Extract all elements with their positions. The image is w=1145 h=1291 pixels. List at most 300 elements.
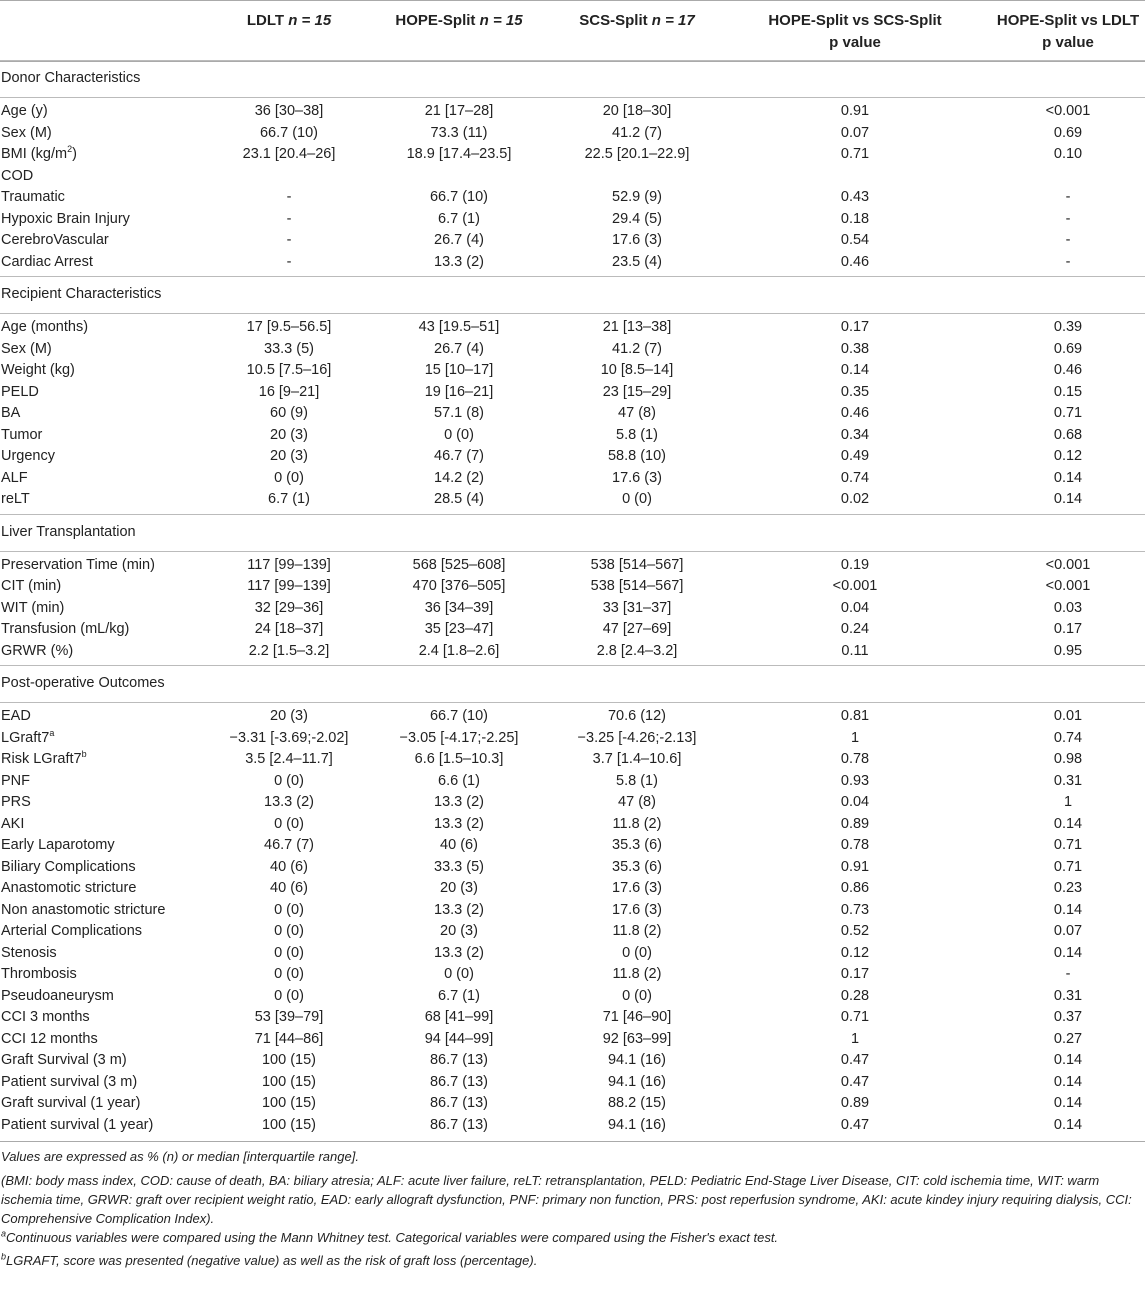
- cell-col3: 5.8 (1): [616, 773, 658, 789]
- table-row: [0, 900, 1145, 921]
- cell-col4: 0.43: [840, 189, 870, 205]
- cell-col4: 0.93: [840, 773, 870, 789]
- row-label: Urgency: [1, 448, 55, 464]
- cell-col4: 0.78: [840, 751, 870, 767]
- row-label: GRWR (%): [1, 643, 74, 659]
- cell-col3: 538 [514–567]: [590, 557, 684, 573]
- cell-col1: 0 (0): [274, 470, 304, 486]
- table-row: [0, 209, 1145, 230]
- cell-col1: 6.7 (1): [268, 491, 310, 507]
- cell-col1: 40 (6): [270, 859, 308, 875]
- table-row: [0, 446, 1145, 467]
- row-label: Pseudoaneurysm: [1, 988, 114, 1004]
- cell-col5: 0.14: [1053, 470, 1083, 486]
- cell-col3: 47 (8): [618, 794, 656, 810]
- cell-col4: 0.74: [840, 470, 870, 486]
- cell-col3: 5.8 (1): [616, 427, 658, 443]
- cell-col1: 20 (3): [270, 708, 308, 724]
- table-header: [0, 0, 1145, 62]
- row-label: Thrombosis: [1, 966, 77, 982]
- table-row: [0, 749, 1145, 770]
- cell-col2: 13.3 (2): [434, 816, 484, 832]
- cell-col4: 0.81: [840, 708, 870, 724]
- table-row: [0, 166, 1145, 187]
- header-hope-vs-scs: HOPE-Split vs SCS-Split p value: [768, 12, 942, 51]
- cell-col1: 0 (0): [274, 923, 304, 939]
- cell-col5: 0.69: [1053, 125, 1083, 141]
- cell-col5: <0.001: [1045, 103, 1091, 119]
- cell-col5: 0.27: [1053, 1031, 1083, 1047]
- cell-col2: 13.3 (2): [434, 945, 484, 961]
- cell-col5: 0.14: [1053, 1052, 1083, 1068]
- table-row: [0, 1115, 1145, 1136]
- cell-col1: 20 (3): [270, 448, 308, 464]
- table-row: [0, 964, 1145, 985]
- cell-col3: 11.8 (2): [612, 966, 662, 982]
- row-label: Non anastomotic stricture: [1, 902, 166, 918]
- cell-col5: 0.03: [1053, 600, 1083, 616]
- table-row: [0, 1093, 1145, 1114]
- cell-col1: 36 [30–38]: [254, 103, 324, 119]
- cell-col1: 100 (15): [261, 1074, 316, 1090]
- section-title: Post-operative Outcomes: [1, 675, 165, 691]
- cell-col2: 13.3 (2): [434, 254, 484, 270]
- cell-col1: 71 [44–86]: [254, 1031, 324, 1047]
- cell-col3: 47 (8): [618, 405, 656, 421]
- cell-col2: 66.7 (10): [429, 189, 489, 205]
- cell-col5: <0.001: [1045, 557, 1091, 573]
- row-label: Early Laparotomy: [1, 837, 115, 853]
- table-row: [0, 598, 1145, 619]
- cell-col5: 0.68: [1053, 427, 1083, 443]
- cell-col4: 0.91: [840, 103, 870, 119]
- row-label: ALF: [1, 470, 28, 486]
- cell-col1: 13.3 (2): [264, 794, 314, 810]
- row-label: CIT (min): [1, 578, 62, 594]
- table-row: [0, 360, 1145, 381]
- cell-col5: 0.31: [1053, 773, 1083, 789]
- row-label: CCI 12 months: [1, 1031, 98, 1047]
- cell-col3: 41.2 (7): [612, 125, 662, 141]
- cell-col1: 0 (0): [274, 988, 304, 1004]
- table-row: [0, 1029, 1145, 1050]
- cell-col2: 43 [19.5–51]: [418, 319, 500, 335]
- table-row: [0, 101, 1145, 122]
- table-row: [0, 1007, 1145, 1028]
- cell-col4: 0.14: [840, 362, 870, 378]
- cell-col4: 0.38: [840, 341, 870, 357]
- table-row: [0, 187, 1145, 208]
- row-label: Tumor: [1, 427, 43, 443]
- cell-col5: <0.001: [1045, 578, 1091, 594]
- cell-col2: 6.7 (1): [438, 988, 480, 1004]
- cell-col5: 0.07: [1053, 923, 1083, 939]
- cell-col2: 86.7 (13): [429, 1095, 489, 1111]
- cell-col3: 88.2 (15): [607, 1095, 667, 1111]
- row-label: Transfusion (mL/kg): [1, 621, 130, 637]
- cell-col5: 0.31: [1053, 988, 1083, 1004]
- section-title: Recipient Characteristics: [1, 286, 162, 302]
- cell-col3: 94.1 (16): [607, 1117, 667, 1133]
- cell-col4: 0.04: [840, 794, 870, 810]
- cell-col1: 0 (0): [274, 816, 304, 832]
- row-label: Sex (M): [1, 341, 52, 357]
- table-row: [0, 317, 1145, 338]
- cell-col4: 0.18: [840, 211, 870, 227]
- table-row: [0, 403, 1145, 424]
- cell-col3: 92 [63–99]: [602, 1031, 672, 1047]
- row-label: PELD: [1, 384, 39, 400]
- cell-col4: 0.49: [840, 448, 870, 464]
- cell-col4: 0.04: [840, 600, 870, 616]
- cell-col3: 17.6 (3): [612, 232, 662, 248]
- cell-col2: 6.7 (1): [438, 211, 480, 227]
- row-label: CerebroVascular: [1, 232, 109, 248]
- cell-col2: 28.5 (4): [434, 491, 484, 507]
- table-row: [0, 619, 1145, 640]
- row-label: Graft survival (1 year): [1, 1095, 141, 1111]
- cell-col3: 17.6 (3): [612, 880, 662, 896]
- cell-col2: 0 (0): [444, 966, 474, 982]
- table-row: [0, 425, 1145, 446]
- cell-col4: 0.35: [840, 384, 870, 400]
- row-label: Cardiac Arrest: [1, 254, 93, 270]
- row-label: Preservation Time (min): [1, 557, 155, 573]
- cell-col2: 470 [376–505]: [412, 578, 506, 594]
- cell-col3: 10 [8.5–14]: [600, 362, 674, 378]
- cell-col5: 0.14: [1053, 491, 1083, 507]
- table-row: [0, 555, 1145, 576]
- cell-col5: 0.14: [1053, 816, 1083, 832]
- cell-col4: 0.47: [840, 1052, 870, 1068]
- cell-col2: 26.7 (4): [434, 341, 484, 357]
- cell-col5: 0.14: [1053, 902, 1083, 918]
- cell-col4: 0.17: [840, 319, 870, 335]
- table-row: [0, 489, 1145, 510]
- row-label: CCI 3 months: [1, 1009, 90, 1025]
- cell-col3: 11.8 (2): [612, 816, 662, 832]
- cell-col2: 13.3 (2): [434, 794, 484, 810]
- cell-col2: 46.7 (7): [434, 448, 484, 464]
- cell-col2: 18.9 [17.4–23.5]: [406, 146, 512, 162]
- cell-col4: 0.89: [840, 1095, 870, 1111]
- section-title: Liver Transplantation: [1, 523, 136, 540]
- cell-col1: 100 (15): [261, 1095, 316, 1111]
- table-row: [0, 878, 1145, 899]
- row-label: Hypoxic Brain Injury: [1, 211, 130, 227]
- cell-col3: 23 [15–29]: [602, 384, 672, 400]
- cell-col1: 0 (0): [274, 966, 304, 982]
- row-label: Age (y): [1, 103, 48, 119]
- row-label: AKI: [1, 816, 25, 832]
- cell-col3: 29.4 (5): [612, 211, 662, 227]
- cell-col2: 26.7 (4): [434, 232, 484, 248]
- cell-col2: 21 [17–28]: [424, 103, 494, 119]
- cell-col4: 0.34: [840, 427, 870, 443]
- cell-col4: 0.12: [840, 945, 870, 961]
- cell-col5: 0.69: [1053, 341, 1083, 357]
- table-row: [0, 792, 1145, 813]
- table-row: [0, 835, 1145, 856]
- cell-col5: 0.14: [1053, 1095, 1083, 1111]
- row-label: COD: [1, 168, 34, 184]
- cell-col2: −3.05 [-4.17;-2.25]: [399, 730, 519, 746]
- cell-col4: 0.89: [840, 816, 870, 832]
- cell-col3: 0 (0): [622, 945, 652, 961]
- row-label: Stenosis: [1, 945, 57, 961]
- cell-col3: 20 [18–30]: [602, 103, 672, 119]
- header-hope-split: HOPE-Split n = 15: [395, 12, 523, 29]
- cell-col4: 0.17: [840, 966, 870, 982]
- cell-col2: 20 (3): [440, 923, 478, 939]
- table-row: [0, 1050, 1145, 1071]
- cell-col3: 17.6 (3): [612, 902, 662, 918]
- table-row: [0, 144, 1145, 165]
- cell-col4: 0.24: [840, 621, 870, 637]
- cell-col2: 86.7 (13): [429, 1052, 489, 1068]
- cell-col5: -: [1065, 966, 1071, 982]
- cell-col1: 46.7 (7): [264, 837, 314, 853]
- cell-col3: 33 [31–37]: [602, 600, 672, 616]
- row-label: Risk LGraft7$^b$: [1, 749, 87, 767]
- cell-col2: 6.6 (1): [438, 773, 480, 789]
- cell-col1: 32 [29–36]: [254, 600, 324, 616]
- cell-col1: 2.2 [1.5–3.2]: [248, 643, 330, 659]
- row-label: Graft Survival (3 m): [1, 1052, 127, 1068]
- cell-col2: 15 [10–17]: [424, 362, 494, 378]
- table-row: [0, 706, 1145, 727]
- row-label: PRS: [1, 794, 31, 810]
- section-header: [0, 60, 1145, 98]
- cell-col3: 11.8 (2): [612, 923, 662, 939]
- cell-col5: -: [1065, 232, 1071, 248]
- section-title: Donor Characteristics: [1, 70, 141, 86]
- cell-col2: 13.3 (2): [434, 902, 484, 918]
- cell-col5: 0.71: [1053, 837, 1083, 853]
- cell-col5: -: [1065, 211, 1071, 227]
- cell-col4: 0.71: [840, 1009, 870, 1025]
- cell-col2: 6.6 [1.5–10.3]: [414, 751, 504, 767]
- cell-col4: 0.47: [840, 1074, 870, 1090]
- cell-col3: 23.5 (4): [612, 254, 662, 270]
- cell-col3: 21 [13–38]: [602, 319, 672, 335]
- row-label: Biliary Complications: [1, 859, 136, 875]
- section-header: [0, 514, 1145, 552]
- cell-col4: <0.001: [832, 578, 878, 594]
- cell-col1: 10.5 [7.5–16]: [246, 362, 332, 378]
- cell-col4: 0.54: [840, 232, 870, 248]
- cell-col1: 33.3 (5): [264, 341, 314, 357]
- cell-col4: 1: [850, 730, 860, 746]
- cell-col4: 0.02: [840, 491, 870, 507]
- table-bottom-rule: [0, 1141, 1145, 1142]
- cell-col4: 0.52: [840, 923, 870, 939]
- cell-col2: 68 [41–99]: [424, 1009, 494, 1025]
- row-label: Weight (kg): [1, 362, 75, 378]
- cell-col3: 41.2 (7): [612, 341, 662, 357]
- cell-col5: 0.14: [1053, 1117, 1083, 1133]
- table-row: [0, 339, 1145, 360]
- cell-col1: 53 [39–79]: [254, 1009, 324, 1025]
- cell-col4: 0.19: [840, 557, 870, 573]
- cell-col1: 24 [18–37]: [254, 621, 324, 637]
- cell-col2: 40 (6): [440, 837, 478, 853]
- cell-col2: 20 (3): [440, 880, 478, 896]
- cell-col2: 86.7 (13): [429, 1117, 489, 1133]
- cell-col2: 94 [44–99]: [424, 1031, 494, 1047]
- footnote-b: $^b$LGRAFT, score was presented (negative value) as well as the risk of graft loss (percentage).: [1, 1251, 538, 1268]
- row-label: reLT: [1, 491, 30, 507]
- cell-col4: 0.73: [840, 902, 870, 918]
- cell-col1: 17 [9.5–56.5]: [246, 319, 332, 335]
- table-row: [0, 576, 1145, 597]
- row-label: BA: [1, 405, 21, 421]
- cell-col4: 0.11: [841, 643, 869, 659]
- cell-col3: 47 [27–69]: [602, 621, 672, 637]
- cell-col5: 0.15: [1053, 384, 1083, 400]
- cell-col1: 16 [9–21]: [258, 384, 320, 400]
- cell-col5: 0.98: [1053, 751, 1083, 767]
- cell-col1: 0 (0): [274, 902, 304, 918]
- cell-col1: 0 (0): [274, 773, 304, 789]
- cell-col5: 1: [1063, 794, 1073, 810]
- cell-col2: 35 [23–47]: [424, 621, 494, 637]
- row-label: WIT (min): [1, 600, 65, 616]
- cell-col5: 0.37: [1053, 1009, 1083, 1025]
- header-hope-vs-ldlt: HOPE-Split vs LDLT p value: [996, 12, 1140, 51]
- cell-col1: 3.5 [2.4–11.7]: [245, 751, 333, 767]
- cell-col3: 58.8 (10): [607, 448, 667, 464]
- cell-col2: 66.7 (10): [429, 708, 489, 724]
- cell-col5: 0.23: [1053, 880, 1083, 896]
- cell-col4: 0.28: [840, 988, 870, 1004]
- cell-col2: 2.4 [1.8–2.6]: [418, 643, 500, 659]
- cell-col4: 0.71: [840, 146, 870, 162]
- cell-col3: 3.7 [1.4–10.6]: [592, 751, 682, 767]
- table-row: [0, 123, 1145, 144]
- cell-col2: 19 [16–21]: [424, 384, 494, 400]
- cell-col3: 2.8 [2.4–3.2]: [596, 643, 678, 659]
- cell-col5: 0.95: [1053, 643, 1083, 659]
- row-label: Traumatic: [1, 189, 65, 205]
- cell-col5: 0.14: [1053, 1074, 1083, 1090]
- cell-col1: 117 [99–139]: [247, 578, 331, 594]
- row-label: Sex (M): [1, 125, 52, 141]
- cell-col1: 117 [99–139]: [247, 557, 331, 573]
- cell-col4: 0.47: [840, 1117, 870, 1133]
- table-row: [0, 468, 1145, 489]
- cell-col3: 35.3 (6): [612, 837, 662, 853]
- cell-col4: 0.78: [840, 837, 870, 853]
- table-row: [0, 252, 1145, 273]
- cell-col5: 0.71: [1053, 405, 1083, 421]
- cell-col4: 0.86: [840, 880, 870, 896]
- footnote-values: Values are expressed as % (n) or median [interquartile range].: [1, 1149, 359, 1164]
- cell-col1: 23.1 [20.4–26]: [242, 146, 336, 162]
- table-row: [0, 641, 1145, 662]
- footnote-abbreviations: (BMI: body mass index, COD: cause of death, BA: biliary atresia; ALF: acute liver failure, reLT: retransplantation, PELD: Pediatric End-Stage Liver Disease, CIT: cold ischemia time, WIT: warm ischemia time, GRWR: graft over recipient weight ratio, EAD: early allograft dysfunction, PNF: primary non function, PRS: post reperfusion syndrome, AKI: acute kindey injury requiring dialysis, CCI: Comprehensive Complication Index).: [1, 1173, 1132, 1226]
- cell-col2: 33.3 (5): [434, 859, 484, 875]
- cell-col5: 0.10: [1053, 146, 1083, 162]
- cell-col1: 100 (15): [261, 1117, 316, 1133]
- cell-col1: 0 (0): [274, 945, 304, 961]
- cell-col5: 0.39: [1053, 319, 1083, 335]
- cell-col1: 20 (3): [270, 427, 308, 443]
- cell-col2: 57.1 (8): [434, 405, 484, 421]
- cell-col5: 0.46: [1053, 362, 1083, 378]
- row-label: Anastomotic stricture: [1, 880, 137, 896]
- row-label: Patient survival (3 m): [1, 1074, 138, 1090]
- row-label: Patient survival (1 year): [1, 1117, 154, 1133]
- row-label: PNF: [1, 773, 30, 789]
- cell-col1: 100 (15): [261, 1052, 316, 1068]
- cell-col5: -: [1065, 254, 1071, 270]
- cell-col3: 71 [46–90]: [602, 1009, 672, 1025]
- cell-col2: 86.7 (13): [429, 1074, 489, 1090]
- row-label: LGraft7$^a$: [1, 728, 55, 746]
- cell-col5: 0.14: [1053, 945, 1083, 961]
- table-row: [0, 986, 1145, 1007]
- cell-col5: 0.74: [1053, 730, 1083, 746]
- cell-col1: 60 (9): [270, 405, 308, 421]
- header-scs-split: SCS-Split n = 17: [579, 12, 695, 29]
- cell-col4: 0.07: [840, 125, 870, 141]
- table-row: [0, 943, 1145, 964]
- cell-col3: 0 (0): [622, 491, 652, 507]
- cell-col3: 35.3 (6): [612, 859, 662, 875]
- cell-col2: 14.2 (2): [434, 470, 484, 486]
- table-row: [0, 1072, 1145, 1093]
- cell-col4: 0.91: [840, 859, 870, 875]
- cell-col3: −3.25 [-4.26;-2.13]: [577, 730, 697, 746]
- cell-col2: 0 (0): [444, 427, 474, 443]
- cell-col5: 0.17: [1053, 621, 1083, 637]
- cell-col2: 36 [34–39]: [424, 600, 494, 616]
- cell-col4: 0.46: [840, 405, 870, 421]
- cell-col2: 568 [525–608]: [412, 557, 506, 573]
- table-row: [0, 382, 1145, 403]
- row-label: Age (months): [1, 319, 89, 335]
- section-header: [0, 665, 1145, 703]
- cell-col1: 40 (6): [270, 880, 308, 896]
- table-row: [0, 230, 1145, 251]
- cell-col5: 0.01: [1053, 708, 1083, 724]
- table-row: [0, 771, 1145, 792]
- row-label: Arterial Complications: [1, 923, 143, 939]
- table-row: [0, 921, 1145, 942]
- table-row: [0, 728, 1145, 749]
- cell-col1: 66.7 (10): [259, 125, 319, 141]
- cell-col1: -: [286, 254, 292, 270]
- section-header: [0, 276, 1145, 314]
- cell-col3: 94.1 (16): [607, 1052, 667, 1068]
- table-row: [0, 814, 1145, 835]
- cell-col3: 52.9 (9): [612, 189, 662, 205]
- cell-col3: 0 (0): [622, 988, 652, 1004]
- table-row: [0, 857, 1145, 878]
- cell-col5: 0.12: [1053, 448, 1083, 464]
- cell-col3: 17.6 (3): [612, 470, 662, 486]
- cell-col1: −3.31 [-3.69;-2.02]: [229, 730, 349, 746]
- cell-col1: -: [286, 211, 292, 227]
- cell-col1: -: [286, 232, 292, 248]
- cell-col2: 73.3 (11): [430, 125, 488, 141]
- cell-col4: 1: [850, 1031, 860, 1047]
- header-ldlt: LDLT n = 15: [246, 12, 332, 29]
- row-label: EAD: [1, 708, 31, 724]
- cell-col1: -: [286, 189, 292, 205]
- footnote-a: $^a$Continuous variables were compared using the Mann Whitney test. Categorical variables were compared using the Fisher's exact test.: [1, 1228, 779, 1245]
